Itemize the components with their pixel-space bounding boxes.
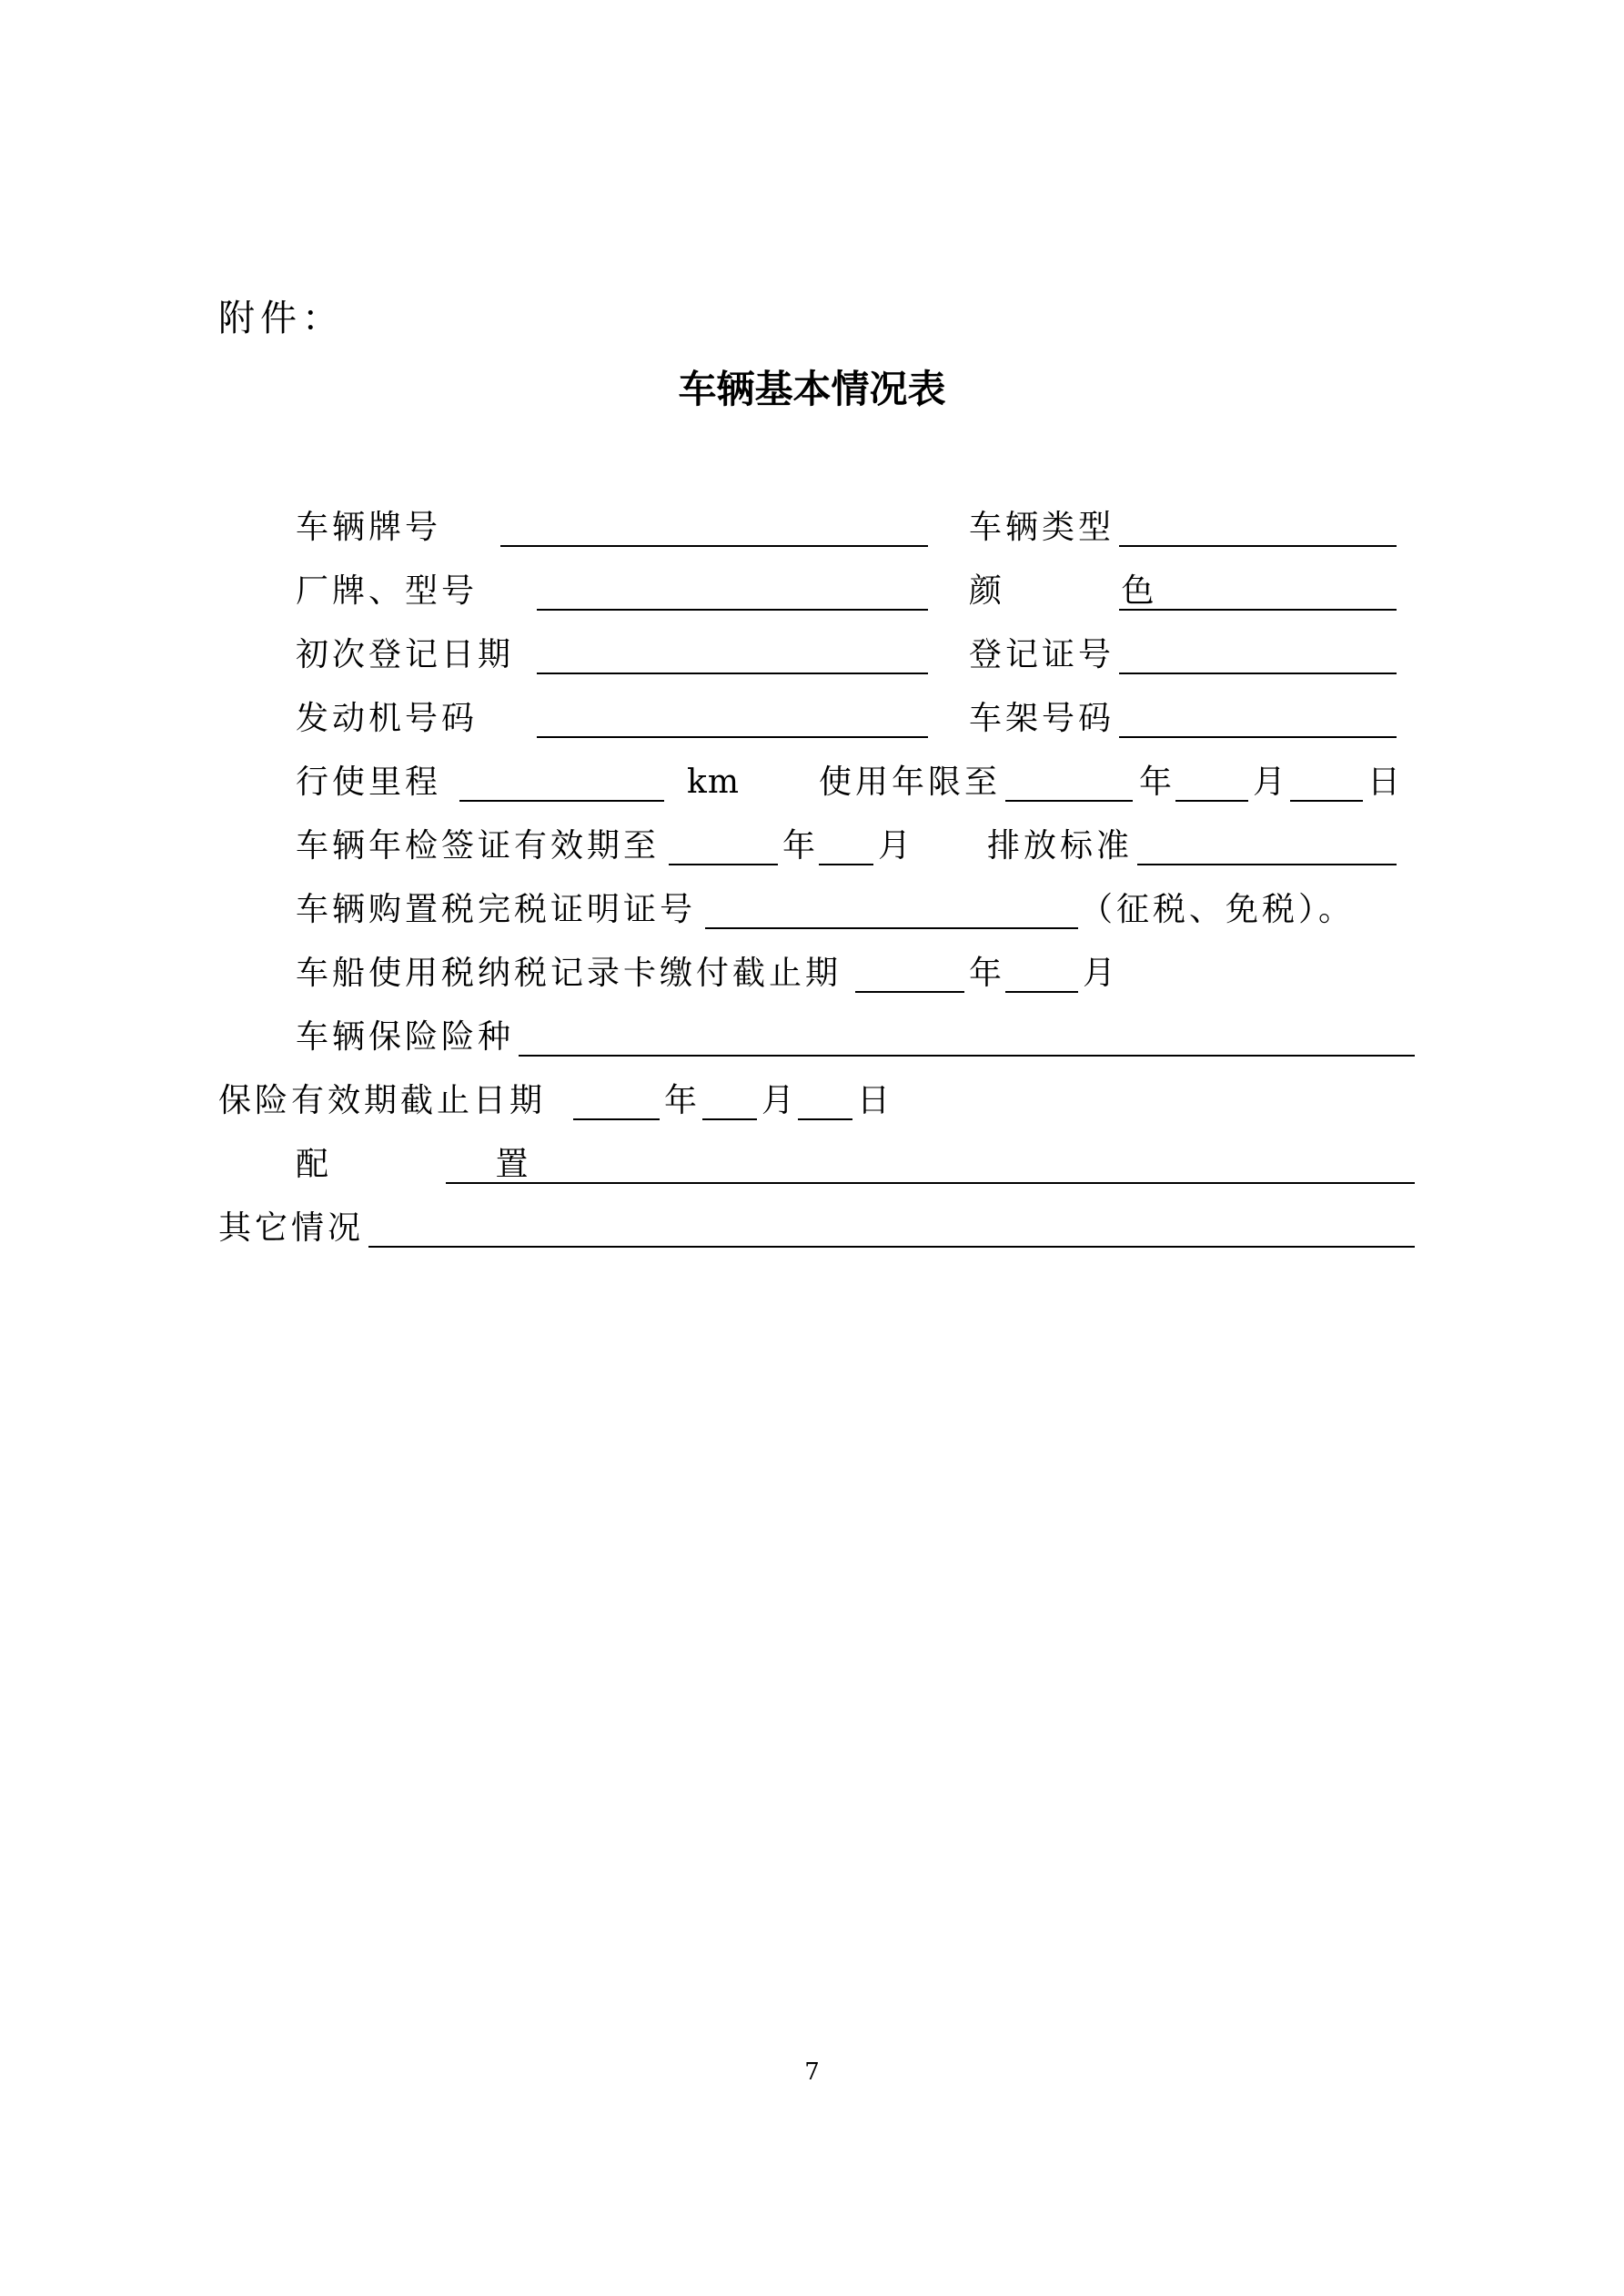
row-config: [0, 1142, 1624, 1188]
row-inspection: [0, 824, 1624, 869]
frame-number-field[interactable]: [1119, 736, 1397, 738]
inspection-year-field[interactable]: [669, 864, 778, 865]
mileage-label: 行使里程: [296, 764, 442, 801]
service-life-year-unit: 年: [1139, 764, 1176, 801]
row-other: [0, 1206, 1624, 1251]
insurance-expiry-day-unit: 日: [857, 1082, 894, 1119]
plate-field[interactable]: [500, 545, 928, 547]
page-number: 7: [804, 2058, 820, 2086]
vessel-tax-month-unit: 月: [1083, 955, 1120, 992]
row-purchase-tax: [0, 887, 1624, 933]
color-field[interactable]: [1119, 609, 1397, 611]
row-insurance-expiry: [0, 1078, 1624, 1124]
vessel-tax-month-field[interactable]: [1005, 991, 1078, 993]
emission-label: 排放标准: [987, 827, 1134, 865]
inspection-month-field[interactable]: [819, 864, 873, 865]
row-engine: [0, 696, 1624, 742]
vessel-tax-year-field[interactable]: [855, 991, 964, 993]
service-life-day-field[interactable]: [1290, 800, 1363, 802]
first-registration-field[interactable]: [537, 673, 928, 674]
inspection-label: 车辆年检签证有效期至: [296, 827, 661, 865]
service-life-month-unit: 月: [1253, 764, 1290, 801]
frame-number-label: 车架号码: [969, 700, 1115, 737]
row-plate: [0, 505, 1624, 551]
page-title: 车辆基本情况表: [678, 367, 946, 411]
row-insurance-type: [0, 1015, 1624, 1060]
insurance-expiry-year-unit: 年: [664, 1082, 701, 1119]
mileage-field[interactable]: [459, 800, 664, 802]
vehicle-type-label: 车辆类型: [969, 509, 1115, 546]
mileage-unit: km: [687, 764, 740, 801]
service-life-label: 使用年限至: [819, 764, 1002, 801]
service-life-month-field[interactable]: [1175, 800, 1248, 802]
insurance-expiry-month-unit: 月: [762, 1082, 799, 1119]
vessel-tax-label: 车船使用税纳税记录卡缴付截止期: [296, 955, 842, 992]
engine-number-field[interactable]: [537, 736, 928, 738]
row-vessel-tax: [0, 951, 1624, 996]
insurance-expiry-month-field[interactable]: [702, 1118, 757, 1120]
insurance-expiry-label: 保险有效期截止日期: [218, 1082, 547, 1119]
other-field[interactable]: [368, 1246, 1415, 1248]
brand-model-label: 厂牌、型号: [296, 572, 479, 610]
color-label: 颜 色: [969, 572, 1209, 610]
row-mileage: [0, 760, 1624, 805]
purchase-tax-field[interactable]: [705, 927, 1078, 929]
inspection-year-unit: 年: [782, 827, 820, 865]
insurance-type-field[interactable]: [519, 1055, 1415, 1057]
registration-cert-field[interactable]: [1119, 673, 1397, 674]
registration-cert-label: 登记证号: [969, 636, 1115, 673]
config-field[interactable]: [446, 1182, 1415, 1184]
service-life-day-unit: 日: [1367, 764, 1405, 801]
service-life-year-field[interactable]: [1005, 800, 1133, 802]
engine-number-label: 发动机号码: [296, 700, 479, 737]
insurance-type-label: 车辆保险险种: [296, 1018, 515, 1056]
other-label: 其它情况: [218, 1209, 365, 1247]
insurance-expiry-year-field[interactable]: [573, 1118, 660, 1120]
purchase-tax-label: 车辆购置税完税证明证号: [296, 891, 697, 928]
row-registration: [0, 632, 1624, 678]
emission-field[interactable]: [1137, 864, 1397, 865]
plate-label: 车辆牌号: [296, 509, 442, 546]
tax-note: （征税、免税）。: [1080, 891, 1356, 928]
brand-model-field[interactable]: [537, 609, 928, 611]
row-brand: [0, 569, 1624, 614]
first-registration-label: 初次登记日期: [296, 636, 515, 673]
attachment-label: 附件：: [218, 298, 344, 339]
vehicle-type-field[interactable]: [1119, 545, 1397, 547]
config-label: 配 置: [296, 1146, 607, 1183]
insurance-expiry-day-field[interactable]: [798, 1118, 852, 1120]
inspection-month-unit: 月: [878, 827, 915, 865]
vessel-tax-year-unit: 年: [969, 955, 1006, 992]
